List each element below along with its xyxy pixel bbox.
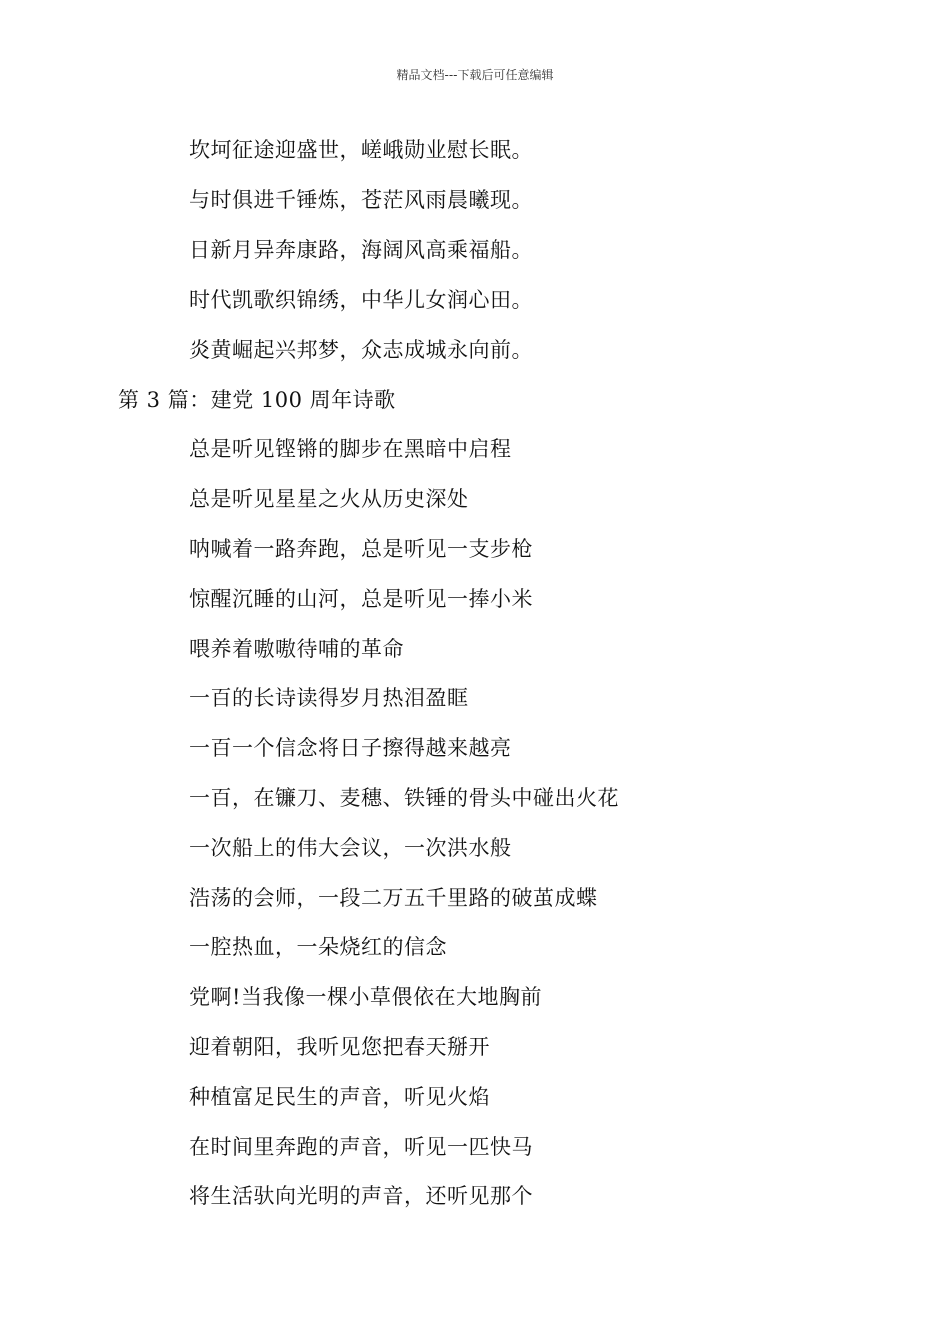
poem-line: 一腔热血，一朵烧红的信念 [189, 935, 447, 959]
poem-line: 喂养着嗷嗷待哺的革命 [189, 637, 404, 661]
poem-line: 种植富足民生的声音，听见火焰 [189, 1085, 490, 1109]
poem-line: 与时俱进千锤炼，苍茫风雨晨曦现。 [189, 188, 533, 212]
poem-line: 总是听见星星之火从历史深处 [189, 487, 469, 511]
page-header: 精品文档---下载后可任意编辑 [396, 68, 554, 82]
poem-line: 总是听见铿锵的脚步在黑暗中启程 [189, 437, 512, 461]
poem-line: 党啊!当我像一棵小草偎依在大地胸前 [189, 985, 542, 1009]
poem-line: 一百的长诗读得岁月热泪盈眶 [189, 686, 469, 710]
poem-line: 一百一个信念将日子擦得越来越亮 [189, 736, 512, 760]
poem-line: 惊醒沉睡的山河，总是听见一捧小米 [189, 587, 533, 611]
poem-line: 坎坷征途迎盛世，嵯峨勋业慰长眠。 [189, 138, 533, 162]
poem-line: 日新月异奔康路，海阔风高乘福船。 [189, 238, 533, 262]
poem-line: 炎黄崛起兴邦梦，众志成城永向前。 [189, 338, 533, 362]
poem-line: 浩荡的会师，一段二万五千里路的破茧成蝶 [189, 886, 598, 910]
poem-line: 一百，在镰刀、麦穗、铁锤的骨头中碰出火花 [189, 786, 619, 810]
poem-line: 呐喊着一路奔跑，总是听见一支步枪 [189, 537, 533, 561]
poem-line: 时代凯歌织锦绣，中华儿女润心田。 [189, 288, 533, 312]
poem-line: 迎着朝阳，我听见您把春天掰开 [189, 1035, 490, 1059]
poem-line: 一次船上的伟大会议，一次洪水般 [189, 836, 512, 860]
section-heading: 第 3 篇：建党 100 周年诗歌 [118, 388, 396, 412]
poem-line: 将生活驮向光明的声音，还听见那个 [189, 1184, 533, 1208]
poem-line: 在时间里奔跑的声音，听见一匹快马 [189, 1135, 533, 1159]
